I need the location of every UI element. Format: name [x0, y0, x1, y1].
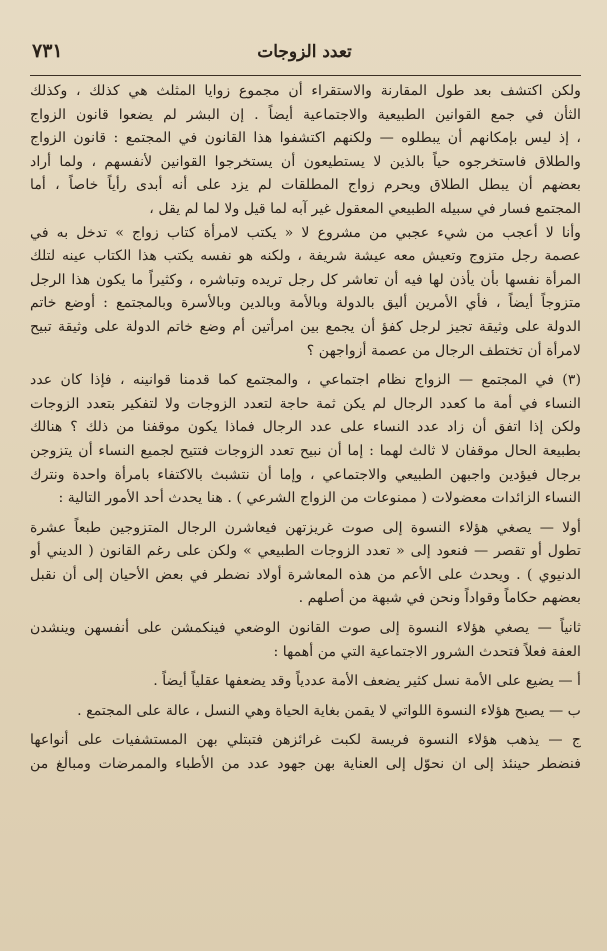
text-line: أولا — يصغي هؤلاء النسوة إلى صوت غريزتهن فيعاشرن الرجال المتزوجين طبعاً عشرة — [30, 519, 581, 536]
text-line: فنضطر حينئذ إلى ان نحوّل إلى العناية بهن جهود عدد من الأطباء والممرضات ومبالغ من — [30, 756, 581, 773]
text-line: ج — يذهب هؤلاء النسوة فريسة لكبت غرائزهن فتبتلي بهن المستشفيات على أنواعها — [30, 732, 581, 749]
text-line: وأنا لا أعجب من شيء عجبي من مشروع لا « يكتب لامرأة كتاب زواج » تدخل به في — [30, 224, 581, 241]
running-header — [30, 38, 579, 72]
text-line: متزوجاً أيضاً ، فأي الأمرين أليق بالدولة وبالأمة وبالدين وبالأسرة وبالمجتمع : أوضع خاتم — [30, 295, 581, 312]
text-line: (٣) في المجتمع — الزواج نظام اجتماعي ، والمجتمع كما قدمنا قوانينه ، فإذا كان عدد — [30, 372, 581, 389]
text-line: ولكن اكتشف بعد طول المقارنة والاستقراء أن مجموع زوايا المثلث هي كذلك ، وكذلك — [30, 83, 581, 99]
text-line: والطلاق فاستخرجوه حياً بالذين لا يستطيعون أن يستخرجوا القوانين لأنفسهم ، ولما أراد — [30, 153, 581, 170]
text-line: بعضهم أن يبطل الطلاق ويحرم زواج المطلقات لم يزد على أنه أبدى رأياً خاصاً ، أما — [30, 177, 581, 194]
text-line: الثأن في جمع القوانين الطبيعية والاجتماعية أيضاً . إن البشر لم يضعوا قانون الزواج — [30, 106, 581, 123]
text-line: المرأة نفسها بأن يأذن لها فيه أن تعاشر كل رجل تريده وتباشره ، وكثيراً ما يكون هذا الرجل — [30, 271, 581, 288]
text-line: تطول أو تقصر — فنعود إلى « تعدد الزوجات الطبيعي » ولكن على رغم القانون ( الديني أو — [30, 543, 581, 560]
chapter-title: تعدد الزوجات — [257, 42, 352, 62]
body-text — [30, 80, 581, 937]
text-line: بعضهم حكاماً وقواداً ونحن في شبهة من أصلهم . — [298, 590, 581, 607]
text-line: الدنيوي ) . ويحدث على الأعم من هذه المعاشرة أولاد نضطر في بعض الأحيان إلى أن نقبل — [30, 566, 581, 583]
text-line: الدولة على وثيقة تجيز لرجل كفؤ أن يجمع بين امرأتين أم وضع خاتم الدولة على وثيقة تبيح — [30, 318, 581, 335]
page-number: ٧٣١ — [32, 40, 63, 62]
text-line: ثانياً — يصغي هؤلاء النسوة إلى صوت القانون الوضعي فينكمشن على أنفسهن وينشدن — [30, 620, 581, 637]
text-line: ، إذ ليس بإمكانهم أن يبطلوه — ولكنهم اكتشفوا هذا القانون في المجتمع : قانون الزواج — [30, 130, 581, 147]
text-line: عصمة رجل متزوج وتعيش معه عيشة شريفة ، ولكنه هو نفسه يكتب هذا الكتاب عينه لتلك — [30, 248, 581, 265]
text-line: ب — يصبح هؤلاء النسوة اللواتي لا يقمن بغاية الحياة وهي النسل ، عالة على المجتمع . — [77, 702, 581, 719]
text-line: النساء في أمة ما كعدد الرجال لم يكن ثمة حاجة لتعدد الزوجات ولا لتفكير بتعدد الزوجات — [30, 395, 581, 412]
text-line: أ — يضيع على الأمة نسل كثير يضعف الأمة عددياً وقد يضعفها عقلياً أيضاً . — [153, 673, 581, 690]
text-line: النساء الزائدات معضولات ( ممنوعات من الزواج الشرعي ) . هنا يحدث أحد الأمور التالية : — [58, 490, 581, 507]
text-line: العفة فعلاً فتحدث الشرور الاجتماعية التي من أهمها : — [273, 643, 581, 660]
text-line: لامرأة أن تختطف الرجال من عصمة أزواجهن ؟ — [306, 342, 581, 359]
header-rule — [30, 75, 581, 76]
text-line: ولكن إذا اتفق أن زاد عدد النساء على عدد الرجال فماذا يكون موقفنا من ذلك ؟ هنالك — [30, 419, 581, 436]
text-line: المجتمع فسار في سبيله الطبيعي المعقول غير آبه لما قيل ولا لما لم يقل ، — [149, 200, 581, 217]
text-line: بطبيعة الحال موقفان لا ثالث لهما : إما أن نبيح تعدد الزوجات فتتيح لجميع النساء أن يتزوجن — [30, 442, 581, 459]
text-line: برجال فيؤدين واجبهن الطبيعي والاجتماعي ، وإما أن نتشبث بالاكتفاء بامرأة واحدة ونترك — [30, 466, 581, 483]
